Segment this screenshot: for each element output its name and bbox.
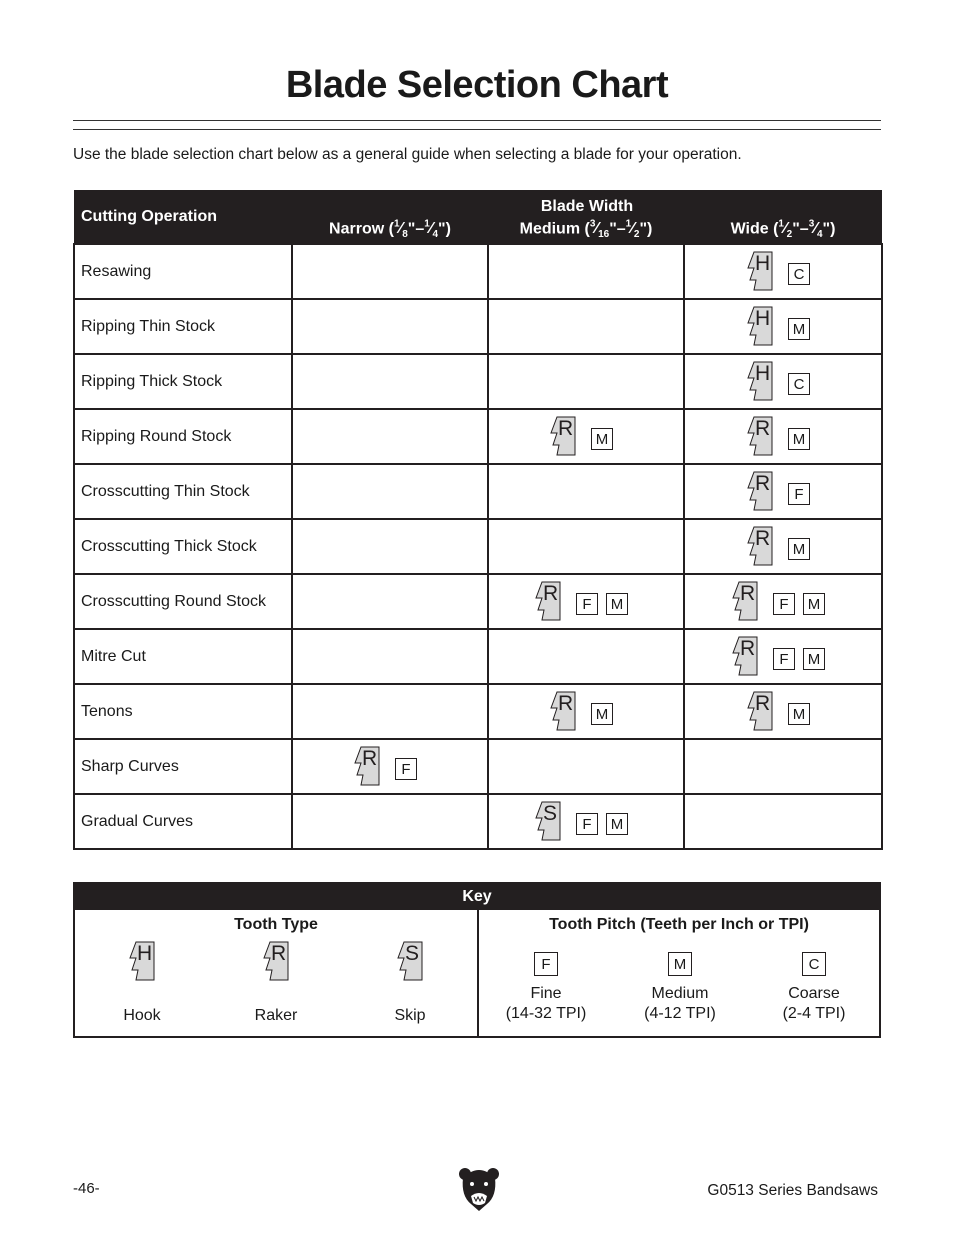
tooth-r-icon — [746, 690, 774, 732]
blade-width-column-0 — [292, 216, 488, 244]
cell-wide — [684, 574, 882, 629]
cell-medium — [488, 794, 684, 849]
tooth-r-icon — [549, 690, 577, 732]
blade-recommendation — [675, 361, 881, 402]
pitch-box-c: C — [802, 952, 826, 976]
cell-narrow — [292, 739, 488, 794]
operation-label: Crosscutting Thick Stock — [74, 519, 292, 574]
tooth-r-icon — [746, 525, 774, 567]
bear-logo-icon — [457, 1166, 501, 1212]
pitch-group — [780, 263, 810, 285]
cell-narrow — [292, 519, 488, 574]
blade-recommendation — [479, 581, 683, 622]
table-row — [74, 519, 882, 574]
blade-width-column-2 — [684, 216, 882, 244]
column-fraction-max: $^1⁄_4$ — [424, 218, 439, 241]
pitch-box-m: M — [788, 318, 810, 340]
cell-medium — [488, 519, 684, 574]
cell-medium — [488, 739, 684, 794]
title-rule-top — [73, 120, 881, 121]
pitch-box-m: M — [788, 428, 810, 450]
tooth-r-icon — [731, 580, 759, 622]
tooth-type-header: Tooth Type — [234, 916, 318, 933]
key-tooth-label: Skip — [394, 1007, 426, 1024]
key-pitch-label — [479, 984, 613, 1024]
tooth-r-icon — [534, 580, 562, 622]
table-row — [74, 409, 882, 464]
cell-medium — [488, 299, 684, 354]
pitch-group — [780, 703, 810, 725]
pitch-box-m: M — [788, 538, 810, 560]
pitch-box-c: C — [788, 263, 810, 285]
key-pitch-range: (2-4 TPI) — [782, 1005, 846, 1022]
cell-narrow — [292, 794, 488, 849]
key-pitch-range: (4-12 TPI) — [644, 1005, 716, 1022]
column-label: Narrow ( — [329, 220, 394, 238]
tooth-glyph: R — [755, 472, 771, 495]
key-pitch-label — [613, 984, 747, 1024]
cell-narrow — [292, 354, 488, 409]
blade-recommendation — [675, 251, 881, 292]
pitch-group — [780, 483, 810, 505]
blade-selection-table — [73, 190, 883, 850]
pitch-box-m: M — [606, 813, 628, 835]
table-row — [74, 244, 882, 299]
tooth-r-icon — [746, 470, 774, 512]
key-tooth-label: Raker — [254, 1007, 298, 1024]
key-pitch-medium — [613, 940, 747, 1024]
key-tooth-hook — [75, 940, 209, 1026]
column-end: ") — [639, 220, 653, 238]
column-dash: "– — [609, 220, 626, 238]
blade-recommendation — [283, 746, 487, 787]
column-end: ") — [822, 220, 836, 238]
pitch-box-m: M — [803, 648, 825, 670]
column-dash: "– — [407, 220, 425, 238]
intro-text: Use the blade selection chart below as a general guide when selecting a blade for your operation. — [73, 146, 742, 163]
pitch-box-m: M — [788, 703, 810, 725]
tooth-glyph: H — [755, 252, 771, 275]
key-pitch-range: (14-32 TPI) — [505, 1005, 587, 1022]
cell-medium — [488, 409, 684, 464]
tooth-type-section — [75, 910, 479, 1038]
key-tooth-label: Hook — [123, 1007, 161, 1024]
pitch-box-m: M — [668, 952, 692, 976]
page-number: -46- — [73, 1180, 100, 1197]
operation-label: Sharp Curves — [74, 739, 292, 794]
tooth-s-icon — [534, 800, 562, 842]
cell-wide — [684, 684, 882, 739]
pitch-group — [583, 703, 613, 725]
tooth-r-icon — [549, 415, 577, 457]
page-title: Blade Selection Chart — [285, 64, 669, 106]
tooth-glyph: R — [740, 582, 756, 605]
operation-label: Crosscutting Thin Stock — [74, 464, 292, 519]
key-pitch-coarse — [747, 940, 881, 1024]
tooth-r-icon — [262, 940, 290, 982]
tooth-h-icon — [128, 940, 156, 982]
column-end: ") — [438, 220, 451, 238]
blade-recommendation — [675, 416, 881, 457]
table-row — [74, 629, 882, 684]
tooth-glyph: H — [755, 362, 771, 385]
cell-narrow — [292, 409, 488, 464]
table-row — [74, 299, 882, 354]
tooth-glyph: S — [543, 802, 558, 825]
pitch-group — [568, 813, 628, 835]
pitch-box-f: F — [788, 483, 810, 505]
title-rule-bottom — [73, 129, 881, 130]
tooth-glyph: R — [755, 527, 771, 550]
tooth-glyph: R — [543, 582, 559, 605]
table-row — [74, 684, 882, 739]
operation-label: Crosscutting Round Stock — [74, 574, 292, 629]
pitch-box-m: M — [606, 593, 628, 615]
blade-width-header — [292, 190, 882, 216]
cell-medium — [488, 354, 684, 409]
tooth-glyph: R — [362, 747, 378, 770]
tooth-glyph: S — [405, 942, 420, 965]
pitch-box-c: C — [788, 373, 810, 395]
tooth-r-icon — [353, 745, 381, 787]
table-row — [74, 739, 882, 794]
blade-recommendation — [675, 581, 881, 622]
key-tooth-skip — [343, 940, 477, 1026]
tooth-pitch-section — [479, 910, 879, 1038]
key-panel — [73, 882, 881, 1038]
cell-narrow — [292, 299, 488, 354]
cell-narrow — [292, 629, 488, 684]
blade-width-label: Blade Width — [540, 198, 634, 215]
column-dash: "– — [792, 220, 809, 238]
table-row — [74, 794, 882, 849]
cell-wide — [684, 244, 882, 299]
cell-wide — [684, 519, 882, 574]
blade-recommendation — [479, 691, 683, 732]
operation-label: Ripping Round Stock — [74, 409, 292, 464]
pitch-box-f: F — [534, 952, 558, 976]
table-row — [74, 354, 882, 409]
column-fraction-min: $^1⁄_2$ — [778, 218, 793, 241]
blade-recommendation — [675, 526, 881, 567]
tooth-glyph: R — [558, 692, 574, 715]
column-label: Medium ( — [519, 220, 590, 238]
cell-narrow — [292, 244, 488, 299]
tooth-glyph: R — [558, 417, 574, 440]
cell-wide — [684, 299, 882, 354]
table-row — [74, 574, 882, 629]
cell-wide — [684, 739, 882, 794]
tooth-r-icon — [731, 635, 759, 677]
tooth-glyph: R — [740, 637, 756, 660]
blade-recommendation — [479, 801, 683, 842]
tooth-glyph: R — [755, 417, 771, 440]
tooth-r-icon — [746, 415, 774, 457]
product-name: G0513 Series Bandsaws — [707, 1182, 878, 1199]
cell-narrow — [292, 464, 488, 519]
column-label: Wide ( — [730, 220, 779, 238]
cell-medium — [488, 574, 684, 629]
pitch-group — [780, 373, 810, 395]
cell-wide — [684, 629, 882, 684]
cell-narrow — [292, 574, 488, 629]
key-tooth-raker — [209, 940, 343, 1026]
cell-wide — [684, 464, 882, 519]
blade-recommendation — [675, 306, 881, 347]
pitch-box-f: F — [576, 593, 598, 615]
pitch-box-f: F — [773, 648, 795, 670]
tooth-h-icon — [746, 250, 774, 292]
column-fraction-min: $^1⁄_8$ — [393, 218, 408, 241]
cell-wide — [684, 409, 882, 464]
operation-label: Tenons — [74, 684, 292, 739]
pitch-box-f: F — [395, 758, 417, 780]
operation-label: Resawing — [74, 244, 292, 299]
pitch-group — [387, 758, 417, 780]
pitch-box-f: F — [576, 813, 598, 835]
operation-label: Mitre Cut — [74, 629, 292, 684]
tooth-s-icon — [396, 940, 424, 982]
cell-medium — [488, 464, 684, 519]
key-pitch-name: Medium — [651, 985, 709, 1002]
key-pitch-fine — [479, 940, 613, 1024]
cutting-operation-header: Cutting Operation — [74, 190, 292, 244]
cell-wide — [684, 794, 882, 849]
key-header: Key — [75, 884, 879, 910]
pitch-box-m: M — [591, 428, 613, 450]
pitch-group — [780, 538, 810, 560]
tooth-glyph: R — [271, 942, 287, 965]
cell-narrow — [292, 684, 488, 739]
pitch-group — [780, 318, 810, 340]
column-fraction-max: $^3⁄_4$ — [808, 218, 823, 241]
cell-wide — [684, 354, 882, 409]
key-pitch-label — [747, 984, 881, 1024]
pitch-group — [780, 428, 810, 450]
tooth-h-icon — [746, 305, 774, 347]
cell-medium — [488, 684, 684, 739]
tooth-glyph: R — [755, 692, 771, 715]
pitch-group — [583, 428, 613, 450]
operation-label: Ripping Thick Stock — [74, 354, 292, 409]
key-pitch-name: Coarse — [788, 985, 840, 1002]
blade-recommendation — [675, 636, 881, 677]
column-fraction-min: $^3⁄_{16}$ — [589, 218, 610, 241]
column-fraction-max: $^1⁄_2$ — [625, 218, 640, 241]
blade-recommendation — [675, 691, 881, 732]
pitch-group — [765, 648, 825, 670]
pitch-box-m: M — [591, 703, 613, 725]
tooth-glyph: H — [755, 307, 771, 330]
tooth-glyph: H — [137, 942, 153, 965]
tooth-pitch-header: Tooth Pitch (Teeth per Inch or TPI) — [549, 916, 809, 933]
pitch-box-m: M — [803, 593, 825, 615]
pitch-box-f: F — [773, 593, 795, 615]
operation-label: Gradual Curves — [74, 794, 292, 849]
pitch-group — [765, 593, 825, 615]
key-pitch-name: Fine — [530, 985, 562, 1002]
cell-medium — [488, 244, 684, 299]
blade-recommendation — [675, 471, 881, 512]
blade-width-column-1 — [488, 216, 684, 244]
operation-label: Ripping Thin Stock — [74, 299, 292, 354]
tooth-h-icon — [746, 360, 774, 402]
pitch-group — [568, 593, 628, 615]
blade-recommendation — [479, 416, 683, 457]
table-row — [74, 464, 882, 519]
cell-medium — [488, 629, 684, 684]
